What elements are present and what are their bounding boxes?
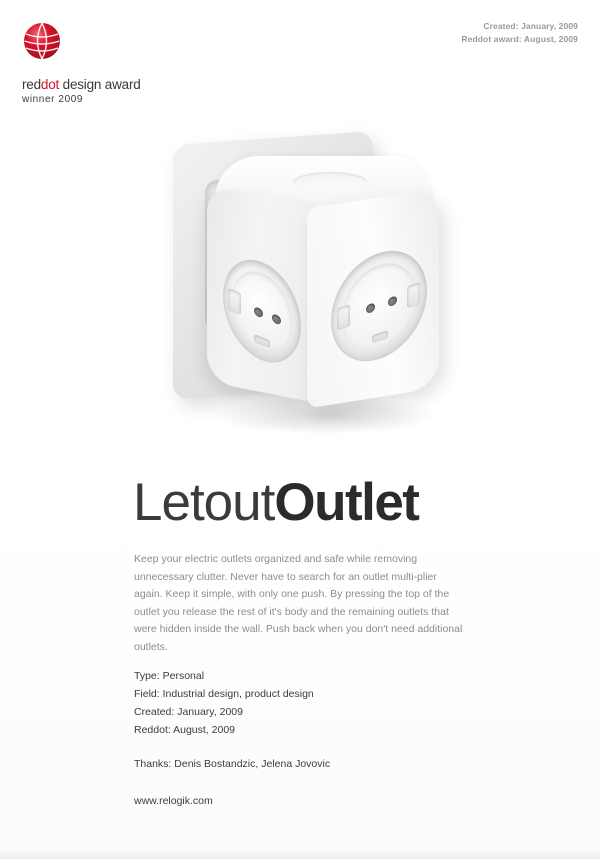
thanks-text: Thanks: Denis Bostandzic, Jelena Jovovic (134, 758, 331, 770)
page-title (133, 472, 418, 533)
logo-word-dot: dot (40, 77, 60, 92)
outlet-cube-left-face (207, 186, 315, 403)
header-meta-line-award: Reddot award: August, 2009 (461, 34, 578, 45)
spec-field: Field: Industrial design, product design (134, 688, 314, 700)
title-light-part: Letout (133, 473, 275, 532)
description-text: Keep your electric outlets organized and safe while removing unnecessary clutter. Never have to search for an outlet multi-plier again. Keep it simple, with only one push. By pressing the top of the outlet you release the rest of it's body and the remaining outlets that were hidden inside the wall. Push back when you don't need additional outlets. (134, 553, 463, 653)
spec-list (134, 667, 474, 739)
header-meta (461, 20, 578, 46)
outlet-socket-left (223, 247, 301, 375)
reddot-wordmark (22, 77, 222, 92)
title-bold-part: Outlet (274, 473, 419, 532)
spec-type: Type: Personal (134, 670, 205, 682)
reddot-logo-block (22, 21, 222, 105)
spec-created: Created: January, 2009 (134, 706, 243, 718)
spec-reddot: Reddot: August, 2009 (134, 724, 235, 736)
outlet-push-button (293, 172, 367, 192)
reddot-sphere-icon (22, 21, 62, 61)
header-meta-line-created: Created: January, 2009 (483, 21, 578, 31)
logo-word-red: red (22, 77, 41, 92)
product-image (0, 118, 600, 468)
website-link[interactable]: www.relogik.com (134, 795, 213, 807)
outlet-socket-right (331, 238, 427, 374)
outlet-cube-right-face (307, 188, 439, 409)
logo-word-rest: design award (59, 77, 141, 92)
reddot-logo-subtitle: winner 2009 (22, 94, 84, 105)
footer-divider (0, 849, 600, 859)
outlet-cube (203, 156, 441, 386)
